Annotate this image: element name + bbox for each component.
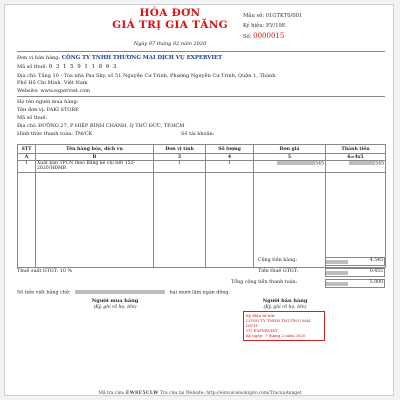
seller-tax-field: Mã số thuế: 0 3 1 5 9 1 1 8 6 3 — [17, 64, 118, 70]
divider — [17, 51, 385, 52]
row-qty: 1 — [206, 161, 254, 173]
row-stt: 1 — [18, 161, 36, 173]
buyer-person-field: Họ tên người mua hàng: — [17, 99, 79, 105]
header-stt: STT — [18, 145, 36, 154]
invoice-date: Ngày 07 tháng 02 năm 2020 — [133, 41, 207, 47]
header-name: Tên hàng hóa, dịch vụ — [36, 145, 154, 154]
index-cell: 3 — [154, 154, 206, 161]
table-blank-row — [18, 173, 386, 268]
seller-address-field: Địa chỉ: Tầng 10 - Tòa nhà Pax Sky, số 51 Nguyễn Cư Trinh, Phường Nguyễn Cư Trinh, Quận 1, Thành — [17, 73, 276, 79]
table-header-row — [18, 145, 386, 154]
form-code: Mẫu số: 01GTKT0/001 — [243, 13, 303, 19]
invoice-serial: Số: 0000015 — [243, 32, 285, 40]
buyer-unit-field: Tên đơn vị: FAKI STORE — [17, 107, 79, 113]
seller-name-field: Đơn vị bán hàng: CÔNG TY TNHH THƯƠNG MẠI DỊCH VỤ EXPERVIET — [17, 55, 223, 61]
vat-label: Tiền thuế GTGT: — [258, 269, 299, 274]
total-value: 5.000 — [325, 279, 385, 288]
table-row — [18, 161, 386, 173]
buyer-payment-field: Hình thức thanh toán: TM/CK — [17, 131, 93, 137]
divider — [17, 96, 385, 97]
header-unit: Đơn vị tính — [154, 145, 206, 154]
redacted-mask — [326, 271, 348, 275]
buyer-tax-field: Mã số thuế: — [17, 115, 48, 121]
vat-value: 0.455 — [325, 268, 385, 277]
invoice-page — [4, 4, 394, 396]
redacted-mask — [75, 290, 165, 294]
seller-signature-note: (Ký, ghi rõ họ, tên) — [263, 305, 307, 310]
row-price: 545 — [254, 161, 326, 173]
amount-in-words: Số tiền viết bằng chữ: hai mươi lăm ngàn đồng. — [17, 290, 230, 296]
row-name: Xuất bán TPCN theo Bảng kê chi tiết 152- 2020/HĐMB — [36, 161, 154, 173]
lookup-footer: Mã tra cứu: EW8F5CLW Tra cứu tại Website: http://einvoicelookupto.com/TracuuAnnget — [98, 391, 302, 396]
invoice-title-line1: HÓA ĐƠN — [139, 7, 201, 19]
buyer-address-field: Địa chỉ: ĐƯỜNG 27, P HIỆP BÌNH CHÁNH, Q THỦ ĐỨC, TP.HCM — [17, 123, 185, 129]
digital-signature-stamp: Ký điện tử bởi: CÔNG TY TNHH THƯƠNG MẠI DỊCH VỤ EXPERVIET Ký ngày: 7 tháng 2 năm 2020 — [243, 311, 325, 341]
redacted-mask — [326, 282, 348, 286]
total-label: Tổng cộng tiền thanh toán: — [231, 280, 298, 285]
invoice-symbol: Ký hiệu: EV/19E — [243, 23, 286, 29]
seller-website-field: Website: www.experviet.com — [17, 88, 91, 94]
items-table — [17, 144, 386, 268]
table-index-row — [18, 154, 386, 161]
header-qty: Số lượng — [206, 145, 254, 154]
row-unit: 1 — [154, 161, 206, 173]
redacted-mask — [326, 260, 348, 264]
seller-address-line2: Phố Hồ Chí Minh, Việt Nam — [17, 80, 88, 86]
index-cell: 6=4x5 — [326, 154, 386, 161]
buyer-signature-title: Người mua hàng — [91, 298, 139, 304]
index-cell: B — [36, 154, 154, 161]
buyer-signature-note: (Ký, ghi rõ họ, tên) — [93, 305, 137, 310]
vat-rate-field: Thuế suất GTGT: 10 % — [17, 269, 73, 274]
row-amount: 545 — [326, 161, 386, 173]
seller-signature-title: Người bán hàng — [262, 298, 308, 304]
header-price: Đơn giá — [254, 145, 326, 154]
buyer-account-field: Số tài khoản: — [181, 131, 215, 137]
header-amount: Thành tiền — [326, 145, 386, 154]
index-cell: A — [18, 154, 36, 161]
index-cell: 5 — [254, 154, 326, 161]
subtotal-value: 4.545 — [325, 257, 385, 266]
redacted-mask — [349, 161, 375, 165]
subtotal-label: Cộng tiền hàng: — [258, 258, 297, 263]
invoice-title-line2: GIÁ TRỊ GIA TĂNG — [112, 19, 228, 31]
redacted-mask — [277, 161, 315, 165]
index-cell: 4 — [206, 154, 254, 161]
